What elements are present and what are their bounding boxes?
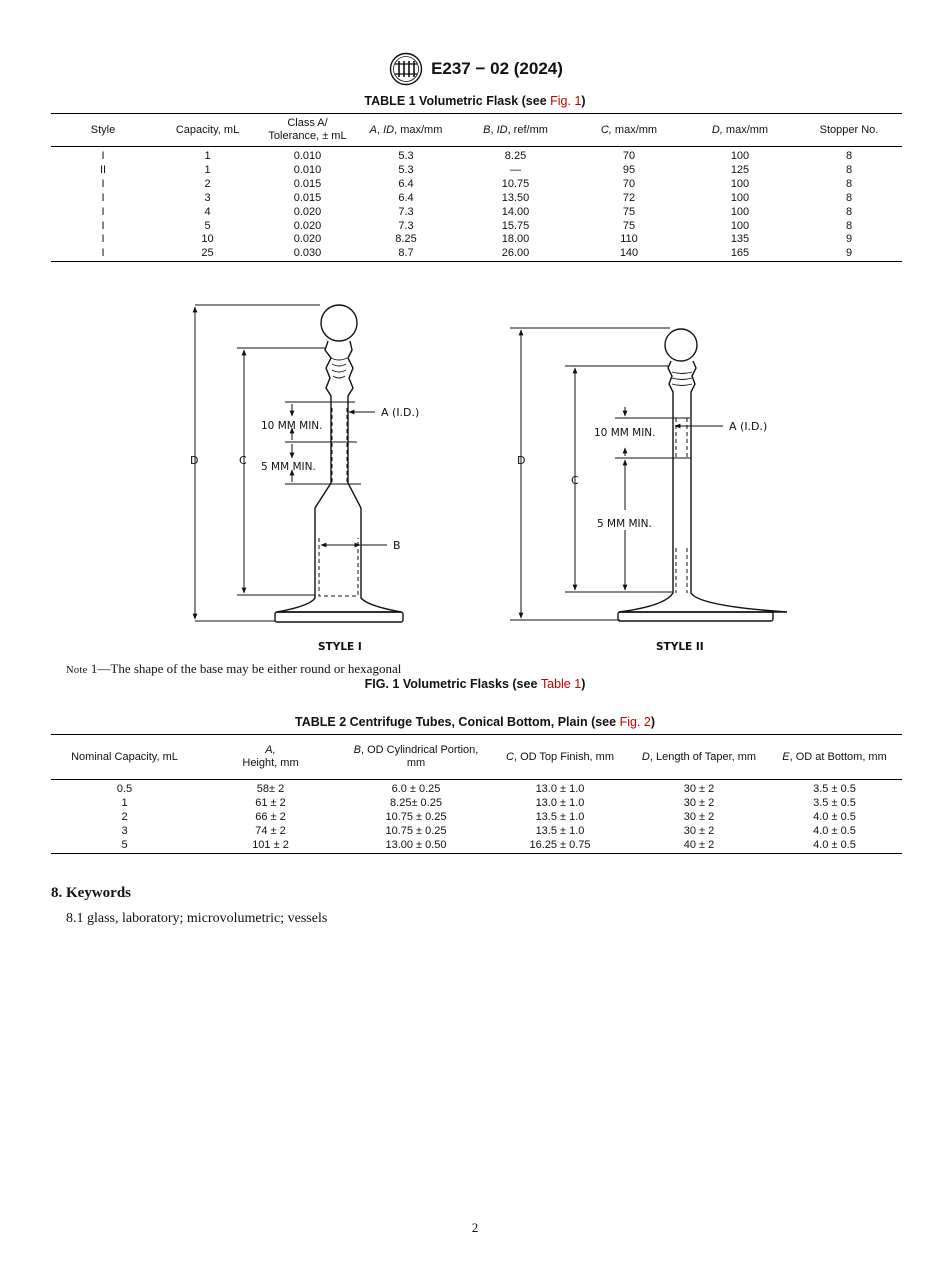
table1-cell: 7.3 (398, 219, 414, 232)
table1-cell: 1 (204, 163, 211, 176)
table1-cell: 0.020 (293, 205, 322, 218)
table1-row (51, 220, 902, 234)
table1-cell: 15.75 (501, 219, 530, 232)
table2-col-c: C, OD Top Finish, mm (489, 735, 631, 780)
table1-cell: 8.25 (395, 233, 417, 246)
table1-cell: 8 (845, 150, 853, 162)
document-id: E237 − 02 (2024) (431, 59, 563, 78)
section8-heading: 8. Keywords (51, 885, 131, 901)
style2-d-label: D (517, 454, 526, 467)
table1-cell: I (101, 177, 105, 190)
table2-row (51, 825, 902, 839)
table1-cell: 70 (622, 177, 636, 190)
table2-row (51, 811, 902, 825)
table1-cell: 165 (684, 247, 796, 261)
table1-cell: I (101, 219, 105, 232)
table1-row (51, 147, 902, 164)
table2-cell: 13.0 ± 1.0 (535, 783, 585, 795)
table1-cell: 8.25 (504, 150, 527, 162)
table1-cell: 4 (204, 205, 211, 218)
table2-cell: 101 ± 2 (198, 839, 343, 853)
style1-d-label: D (190, 454, 199, 467)
table1 (51, 113, 902, 262)
table1-cell: 100 (730, 191, 750, 204)
style2-10mm-label: 10 MM MIN. (594, 427, 656, 439)
table1-col-b: B, ID, ref/mm (457, 114, 574, 147)
style2-c-label: C (571, 474, 579, 487)
table1-cell: 8 (845, 191, 853, 204)
table1-cell: 6.4 (398, 177, 414, 190)
table2-cell: 4.0 ± 0.5 (767, 839, 902, 853)
table1-cell: I (101, 233, 105, 246)
note-prefix: Note (66, 665, 88, 676)
table2-cell: 16.25 ± 0.75 (489, 839, 631, 853)
table1-cell: 8 (845, 177, 853, 190)
table1-row (51, 206, 902, 220)
table1-cell: 8 (845, 205, 853, 218)
section8-body: 8.1 glass, laboratory; microvolumetric; vessels (66, 911, 328, 926)
table1-cell: 0.010 (293, 163, 322, 176)
document-header (0, 52, 950, 86)
table1-cell: 5 (204, 219, 211, 232)
table1-cell: 9 (796, 247, 902, 261)
table1-cell: 25 (155, 247, 260, 261)
table1-header-row (51, 114, 902, 147)
table2-cell: 3.5 ± 0.5 (813, 796, 856, 809)
table1-cell: 18.00 (501, 233, 530, 246)
table1-cell: 2 (204, 177, 211, 190)
table1-cell: 5.3 (398, 150, 414, 162)
table2 (51, 734, 902, 854)
table2-col-nominal: Nominal Capacity, mL (51, 735, 198, 780)
table1-col-capacity: Capacity, mL (155, 114, 260, 147)
table1-cell: 7.3 (398, 205, 414, 218)
table2-cell: 13.5 ± 1.0 (535, 824, 585, 837)
astm-logo-icon (387, 52, 425, 86)
table2-cell: 30 ± 2 (683, 824, 715, 837)
table2-cell: 2 (121, 810, 128, 823)
table1-cell: 140 (574, 247, 684, 261)
table1-cell: 8 (845, 219, 853, 232)
table1-cell: 9 (845, 233, 853, 246)
table1-cell: 100 (730, 177, 750, 190)
table2-cell: 66 ± 2 (255, 810, 286, 823)
table1-col-d: D, max/mm (684, 114, 796, 147)
table1-cell: 5.3 (398, 163, 414, 176)
fig2-link[interactable]: Fig. 2 (619, 715, 651, 729)
table1-cell: 8 (845, 163, 853, 176)
table1-cell: I (101, 191, 105, 204)
table1-cell: 0.010 (293, 150, 322, 162)
table1-col-tolerance: Class A/ Tolerance, ± mL (260, 114, 355, 147)
table1-cell: 0.020 (293, 219, 322, 232)
table2-col-d: D, Length of Taper, mm (631, 735, 767, 780)
table1-cell: 3 (204, 191, 211, 204)
table1-cell: 8.7 (355, 247, 457, 261)
table1-cell: 0.030 (260, 247, 355, 261)
table2-cell: 6.0 ± 0.25 (391, 783, 441, 795)
table1-cell: 100 (730, 205, 750, 218)
table1-cell: 95 (622, 163, 636, 176)
table1-col-a: A, ID, max/mm (355, 114, 457, 147)
table2-cell: 13.0 ± 1.0 (535, 796, 585, 809)
table2-row (51, 797, 902, 811)
table1-cell: 14.00 (501, 205, 530, 218)
style2-5mm-label: 5 MM MIN. (597, 518, 652, 530)
table1-row (51, 178, 902, 192)
table2-cell: 58± 2 (256, 783, 285, 795)
table1-cell: 75 (622, 205, 636, 218)
style1-a-label: A (I.D.) (381, 406, 420, 419)
table1-cell: 125 (730, 163, 750, 176)
style1-title: STYLE I (318, 641, 362, 653)
table1-cell: 1 (204, 150, 211, 162)
style1-b-label: B (393, 539, 401, 552)
table2-col-e: E, OD at Bottom, mm (767, 735, 902, 780)
table1-cell: 10.75 (501, 177, 530, 190)
table1-cell: 110 (620, 233, 638, 246)
table1-link[interactable]: Table 1 (540, 677, 582, 691)
page-number: 2 (471, 1220, 479, 1235)
table1-col-c: C, max/mm (574, 114, 684, 147)
table2-cell: 40 ± 2 (631, 839, 767, 853)
table1-cell: I (101, 205, 105, 218)
table2-row (51, 839, 902, 853)
table2-cell: 5 (51, 839, 198, 853)
fig1-link[interactable]: Fig. 1 (550, 94, 582, 108)
table1-cell: 0.020 (293, 233, 322, 246)
table1-cell: 135 (730, 233, 750, 246)
table1-title-end: ) (581, 94, 586, 108)
table1-cell: 75 (622, 219, 636, 232)
table1-cell: 0.015 (293, 191, 322, 204)
table1-title (0, 94, 950, 108)
table1-row (51, 164, 902, 178)
table1-cell: II (99, 163, 107, 176)
table1-title-text: TABLE 1 Volumetric Flask (see (364, 94, 551, 108)
table2-cell: 4.0 ± 0.5 (813, 824, 856, 837)
table2-col-b: B, OD Cylindrical Portion, mm (343, 735, 489, 780)
table1-cell: 13.50 (501, 191, 530, 204)
table2-cell: 3 (121, 824, 128, 837)
table1-col-stopper: Stopper No. (796, 114, 902, 147)
table1-col-style: Style (51, 114, 155, 147)
table2-cell: 13.5 ± 1.0 (535, 810, 585, 823)
style2-a-label: A (I.D.) (729, 420, 768, 433)
table2-cell: 30 ± 2 (683, 783, 715, 795)
style2-flask-drawing (510, 328, 787, 621)
style2-title: STYLE II (656, 641, 704, 653)
table2-cell: 30 ± 2 (683, 796, 715, 809)
table2-cell: 13.00 ± 0.50 (343, 839, 489, 853)
table1-row (51, 233, 902, 247)
table2-title: TABLE 2 Centrifuge Tubes, Conical Bottom, Plain (see Fig. 2) (294, 715, 655, 729)
figure1-note (66, 661, 401, 677)
figure1-volumetric-flasks (175, 298, 768, 658)
table1-cell: 10 (201, 233, 214, 246)
table1-cell: 72 (622, 191, 636, 204)
note-text: 1—The shape of the base may be either round or hexagonal (87, 661, 402, 676)
table2-cell: 30 ± 2 (683, 810, 715, 823)
table1-row (51, 192, 902, 206)
table2-cell: 74 ± 2 (255, 824, 286, 837)
table1-cell: 0.015 (293, 177, 322, 190)
style1-5mm-label: 5 MM MIN. (261, 461, 316, 473)
table1-cell: 100 (730, 150, 750, 162)
table2-cell: 3.5 ± 0.5 (813, 783, 856, 795)
table2-cell: 10.75 ± 0.25 (385, 810, 447, 823)
table2-col-a: A, Height, mm (198, 735, 343, 780)
table1-cell: 26.00 (457, 247, 574, 261)
table2-cell: 1 (121, 796, 128, 809)
figure1-caption: FIG. 1 Volumetric Flasks (see Table 1) (364, 677, 586, 691)
table2-cell: 0.5 (116, 783, 133, 795)
style1-10mm-label: 10 MM MIN. (261, 420, 323, 432)
table1-cell: 70 (622, 150, 636, 162)
table1-cell: 6.4 (398, 191, 414, 204)
table2-cell: 61 ± 2 (255, 796, 286, 809)
table2-cell: 4.0 ± 0.5 (813, 810, 856, 823)
table2-row (51, 780, 902, 797)
table2-header-row (51, 735, 902, 780)
style1-c-label: C (239, 454, 247, 467)
table1-row (51, 247, 902, 261)
table1-cell: I (101, 150, 105, 162)
table2-cell: 8.25± 0.25 (390, 796, 442, 809)
table1-cell: I (51, 247, 155, 261)
table2-cell: 10.75 ± 0.25 (385, 824, 447, 837)
table1-cell: 100 (730, 219, 750, 232)
table1-cell: — (510, 163, 521, 176)
